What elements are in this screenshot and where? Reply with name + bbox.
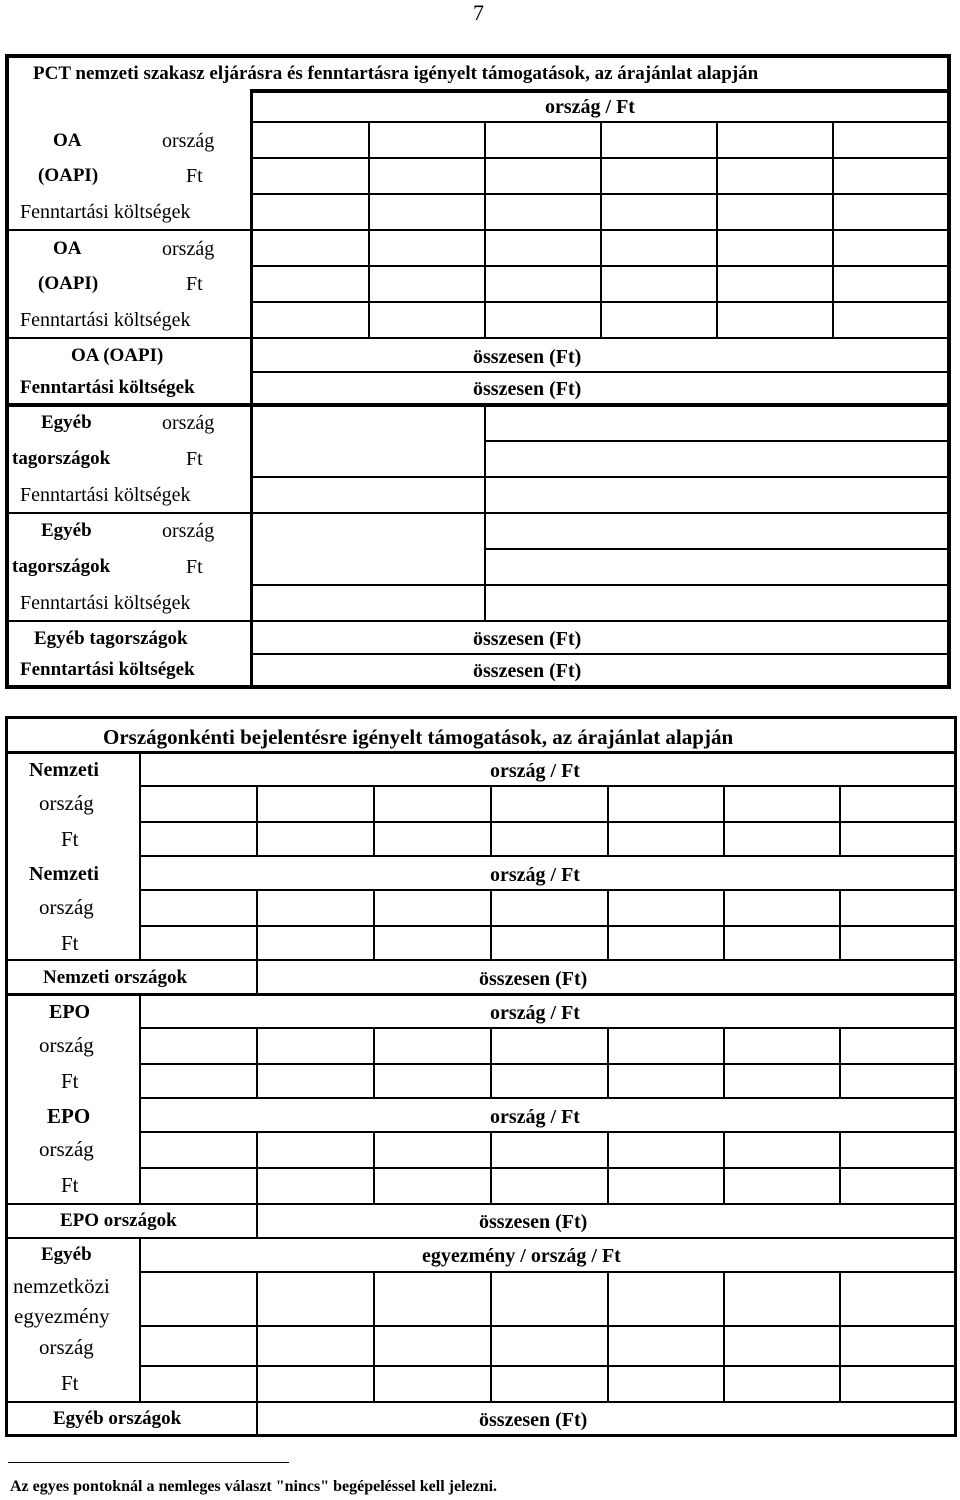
label-ft: Ft — [186, 273, 203, 295]
footnote-rule — [8, 1462, 289, 1463]
label-osszesen: összesen (Ft) — [479, 1211, 588, 1233]
label-osszesen: összesen (Ft) — [479, 1409, 588, 1431]
table2-title: Országonkénti bejelentésre igényelt támogatások, az árajánlat alapján — [103, 725, 734, 749]
label-epo-orszagok: EPO országok — [60, 1210, 177, 1231]
label-tagorszagok: tagországok — [12, 556, 111, 577]
label-nemzeti: Nemzeti — [29, 863, 99, 885]
label-ft: Ft — [61, 827, 79, 851]
label-orszag: ország — [39, 895, 94, 919]
label-ft: Ft — [61, 1069, 79, 1093]
label-osszesen: összesen (Ft) — [473, 628, 582, 650]
label-egyezmeny-orszag-ft: egyezmény / ország / Ft — [422, 1245, 621, 1267]
label-nemzeti-orszagok: Nemzeti országok — [43, 967, 188, 988]
label-oa: OA — [53, 130, 82, 151]
label-orszag: ország — [39, 1033, 94, 1057]
label-egyezmeny: egyezmény — [14, 1304, 110, 1328]
label-ft: Ft — [186, 556, 203, 578]
footnote: Az egyes pontoknál a nemleges választ "nincs" begépeléssel kell jelezni. — [10, 1478, 498, 1495]
page-number: 7 — [473, 0, 484, 25]
label-orszag: ország — [162, 520, 215, 542]
label-orszag: ország — [39, 791, 94, 815]
label-ft: Ft — [61, 931, 79, 955]
label-fenntartasi: Fenntartási költségek — [20, 309, 191, 331]
label-fenntartasi: Fenntartási költségek — [20, 592, 191, 614]
label-epo: EPO — [47, 1104, 91, 1128]
table2-header-country-ft: ország / Ft — [490, 1002, 580, 1024]
label-osszesen: összesen (Ft) — [479, 968, 588, 990]
label-oa-oapi: OA (OAPI) — [71, 345, 164, 366]
label-orszag: ország — [39, 1137, 94, 1161]
label-oapi: (OAPI) — [38, 273, 99, 294]
table1-header-country-ft: ország / Ft — [545, 96, 635, 118]
label-orszag: ország — [39, 1335, 94, 1359]
label-egyeb-orszagok: Egyéb országok — [53, 1408, 182, 1429]
label-oa: OA — [53, 238, 82, 259]
label-nemzeti: Nemzeti — [29, 759, 99, 781]
label-ft: Ft — [186, 165, 203, 187]
label-fenntartasi: Fenntartási költségek — [20, 484, 191, 506]
table1-title: PCT nemzeti szakasz eljárásra és fenntartásra igényelt támogatások, az árajánlat alapján — [33, 63, 759, 84]
label-egyeb-tagorszagok: Egyéb tagországok — [34, 628, 188, 649]
label-tagorszagok: tagországok — [12, 448, 111, 469]
label-nemzetkozi: nemzetközi — [13, 1274, 110, 1298]
table2-header-country-ft: ország / Ft — [490, 864, 580, 886]
label-fenntartasi: Fenntartási költségek — [20, 201, 191, 223]
label-fenntartasi-bold: Fenntartási költségek — [20, 377, 195, 398]
label-ft: Ft — [61, 1173, 79, 1197]
label-orszag: ország — [162, 238, 215, 260]
label-orszag: ország — [162, 130, 215, 152]
label-egyeb: Egyéb — [41, 1244, 92, 1265]
label-ft: Ft — [186, 448, 203, 470]
table2-header-country-ft: ország / Ft — [490, 1106, 580, 1128]
label-orszag: ország — [162, 412, 215, 434]
label-osszesen: összesen (Ft) — [473, 660, 582, 682]
table2-header-country-ft: ország / Ft — [490, 760, 580, 782]
label-egyeb: Egyéb — [41, 412, 92, 433]
label-fenntartasi-bold: Fenntartási költségek — [20, 659, 195, 680]
label-ft: Ft — [61, 1371, 79, 1395]
label-osszesen: összesen (Ft) — [473, 346, 582, 368]
label-egyeb: Egyéb — [41, 520, 92, 541]
label-osszesen: összesen (Ft) — [473, 378, 582, 400]
label-epo: EPO — [49, 1001, 91, 1023]
label-oapi: (OAPI) — [38, 165, 99, 186]
